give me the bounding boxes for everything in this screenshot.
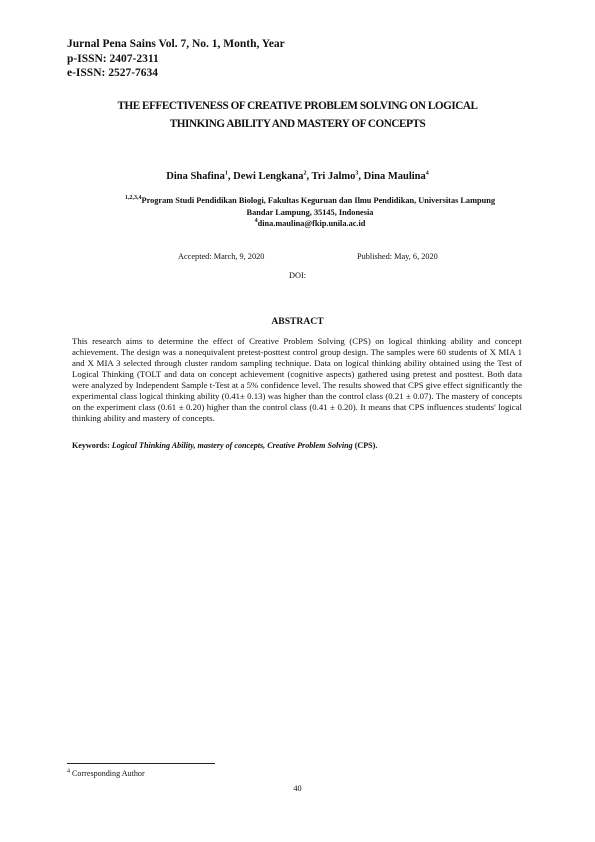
accepted-date: Accepted: March, 9, 2020 [178, 252, 265, 261]
footnote-divider [67, 763, 215, 764]
footnote-mark: 4 [67, 768, 70, 775]
author-name: Dewi Lengkana [233, 171, 304, 182]
footnote [67, 769, 145, 778]
paper-title [60, 97, 535, 133]
keywords-suffix: (CPS). [354, 441, 378, 450]
abstract-body: This research aims to determine the effect of Creative Problem Solving (CPS) on logical thinking ability and concept achievement. The design was a nonequivalent pretest-posttest control group design. The samples were 60 students of X MIA 1 and X MIA 3 selected through cluster random sampling technique. Data on logical thinking ability obtained using the Test of Logical Thinking (TOLT and data on concept achievement (cognitive aspects) gathered using pretest and posttest. Both data were analyzed by Independent Sample t-Test at a 5% confidence level. The results showed that CPS give effect significantly the experimental class logical thinking ability (0.41± 0.13) was higher than the control class (0.21 ± 0.07). The mastery of concepts on the experiment class (0.61 ± 0.20) higher than the control class (0.41 ± 0.20). It means that CPS influences students' logical thinking ability and mastery of concepts. [72, 336, 522, 424]
electronic-issn: e-ISSN: 2527-7634 [67, 67, 159, 79]
abstract-heading: ABSTRACT [271, 316, 324, 327]
page-number: 40 [293, 784, 302, 793]
author-name: Tri Jalmo [311, 171, 356, 182]
footnote-text: Corresponding Author [72, 769, 145, 778]
journal-name: Jurnal Pena Sains Vol. 7, No. 1, Month, Year [67, 38, 285, 50]
print-issn: p-ISSN: 2407-2311 [67, 52, 159, 65]
title-line-1: THE EFFECTIVENESS OF CREATIVE PROBLEM SOLVING ON LOGICAL [117, 100, 478, 112]
author-name: Dina Maulina [363, 171, 426, 182]
email-mark: 4 [254, 218, 258, 225]
keywords-label: Keywords: [72, 441, 110, 450]
affiliation-address: Bandar Lampung, 35145, Indonesia [246, 207, 374, 217]
author-affiliation-mark: 1 [224, 170, 228, 177]
affiliation-institution: Program Studi Pendidikan Biologi, Fakultas Keguruan dan Ilmu Pendidikan, Universitas Lampung [141, 196, 495, 205]
affiliation-mark: 1,2,3,4 [125, 195, 142, 202]
doi-label: DOI: [288, 271, 307, 280]
author-affiliation-mark: 2 [303, 170, 307, 177]
author-list: Dina Shafina$^1$, Dewi Lengkana$^2$, Tri Jalmo$^3$, Dina Maulina$^4$ [166, 170, 429, 182]
author-name: Dina Shafina [166, 171, 225, 182]
keywords-list: Logical Thinking Ability, mastery of concepts, Creative Problem Solving [111, 441, 353, 450]
published-date: Published: May, 6, 2020 [357, 252, 438, 261]
journal-header [67, 37, 285, 81]
author-affiliation-mark: 4 [425, 170, 429, 177]
keywords-line [72, 441, 522, 450]
corresponding-email: dina.maulina@fkip.unila.ac.id [257, 219, 366, 228]
title-line-2: THINKING ABILITY AND MASTERY OF CONCEPTS [169, 118, 426, 130]
author-affiliation-mark: 3 [355, 170, 359, 177]
affiliation-block [100, 195, 520, 230]
